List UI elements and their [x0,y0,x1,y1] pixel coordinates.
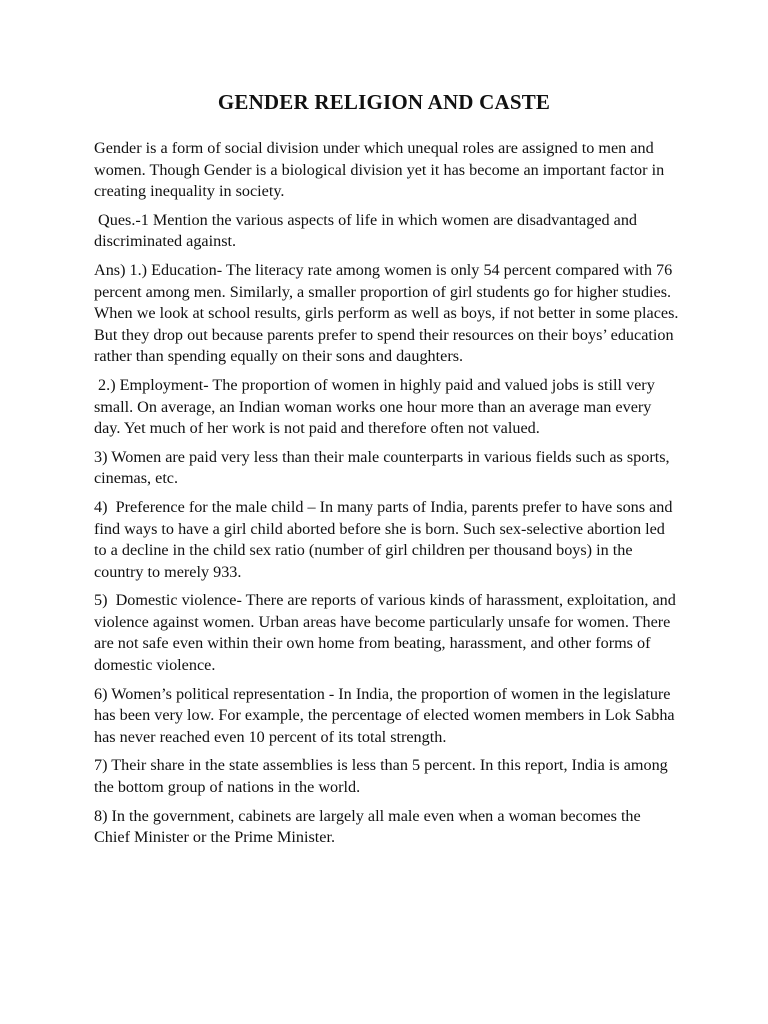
paragraph-question: Ques.-1 Mention the various aspects of life in which women are disadvantaged and discriminated against. [94,210,642,251]
document-title: GENDER RELIGION AND CASTE [217,90,551,114]
paragraph-education: Ans) 1.) Education- The literacy rate among women is only 54 percent compared with 76 percent among men. Similarly, a smaller proportion of girl students go for higher studies. When we look at school results, girls perform as well as boys, if not better in some places. But they drop out because parents prefer to spend their resources on their boys’ education rather than spending equally on their sons and daughters. [94,260,683,366]
paragraph-government: 8) In the government, cabinets are largely all male even when a woman becomes the Chief Minister or the Prime Minister. [94,806,645,847]
paragraph-state-assemblies: 7) Their share in the state assemblies is less than 5 percent. In this report, India is among the bottom group of nations in the world. [94,756,672,797]
paragraph-domestic-violence: 5) Domestic violence- There are reports of various kinds of harassment, exploitation, and violence against women. Urban areas have become particularly unsafe for women. There are not safe even within their own home from beating, harassment, and other forms of domestic violence. [94,591,680,675]
paragraph-intro: Gender is a form of social division under which unequal roles are assigned to men and women. Though Gender is a biological division yet it has become an important factor in creating inequality in society. [94,139,669,201]
document-body [94,138,683,856]
paragraph-political-representation: 6) Women’s political representation - In India, the proportion of women in the legislature has been very low. For example, the percentage of elected women members in Lok Sabha has never reached even 10 percent of its total strength. [94,684,679,746]
paragraph-male-child: 4) Preference for the male child – In many parts of India, parents prefer to have sons and find ways to have a girl child aborted before she is born. Such sex-selective abortion led to a decline in the child sex ratio (number of girl children per thousand boys) in the country to merely 933. [94,497,677,581]
paragraph-employment: 2.) Employment- The proportion of women in highly paid and valued jobs is still very small. On average, an Indian woman works one hour more than an average man every day. Yet much of her work is not paid and therefore often not valued. [94,375,659,438]
paragraph-pay-gap: 3) Women are paid very less than their male counterparts in various fields such as sports, cinemas, etc. [94,447,674,488]
